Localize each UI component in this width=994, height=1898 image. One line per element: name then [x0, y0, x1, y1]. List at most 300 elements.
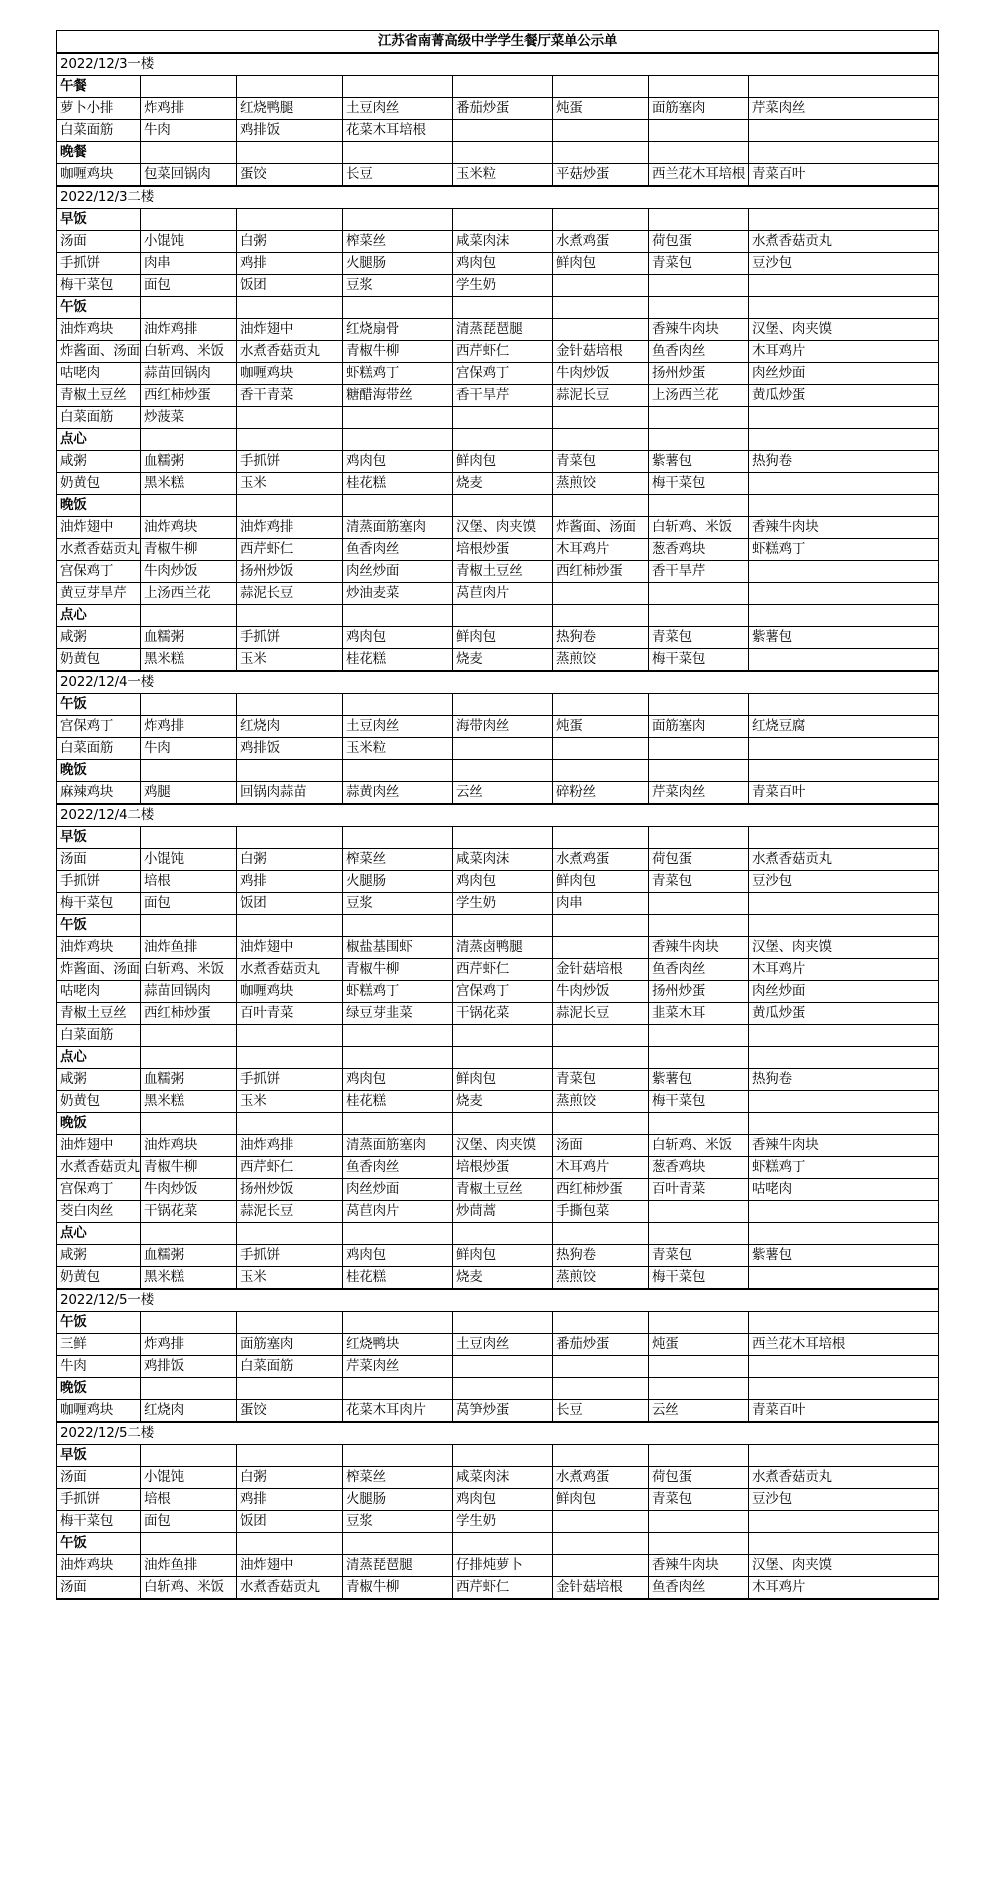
- empty-cell: [749, 1267, 939, 1290]
- dish-cell: 百叶青菜: [237, 1003, 343, 1025]
- dish-cell: 西红柿炒蛋: [141, 1003, 237, 1025]
- meal-header-row: [57, 1047, 939, 1069]
- dish-cell: 芹菜肉丝: [649, 782, 749, 805]
- dish-cell: 莴苣肉片: [453, 583, 553, 605]
- dish-cell: 鱼香肉丝: [343, 1157, 453, 1179]
- dish-cell: 鸡腿: [141, 782, 237, 805]
- meal-header-row: [57, 142, 939, 164]
- dish-cell: 鲜肉包: [453, 1245, 553, 1267]
- empty-cell: [749, 1201, 939, 1223]
- empty-cell: [141, 1533, 237, 1555]
- empty-cell: [453, 1378, 553, 1400]
- dish-cell: 汤面: [57, 1467, 141, 1489]
- dish-cell: 玉米: [237, 1267, 343, 1290]
- empty-cell: [749, 694, 939, 716]
- dish-cell: 扬州炒蛋: [649, 981, 749, 1003]
- empty-cell: [553, 319, 649, 341]
- dish-cell: 西芹虾仁: [453, 341, 553, 363]
- empty-cell: [453, 1533, 553, 1555]
- dish-cell: 糖醋海带丝: [343, 385, 453, 407]
- empty-cell: [141, 1047, 237, 1069]
- dish-cell: 炖蛋: [553, 98, 649, 120]
- menu-row: [57, 738, 939, 760]
- dish-cell: 玉米: [237, 649, 343, 672]
- empty-cell: [237, 827, 343, 849]
- dish-cell: 咖喱鸡块: [237, 981, 343, 1003]
- empty-cell: [237, 297, 343, 319]
- date-header: 2022/12/4二楼: [57, 804, 939, 827]
- meal-header-row: [57, 297, 939, 319]
- dish-cell: 血糯粥: [141, 1245, 237, 1267]
- meal-label: 点心: [57, 429, 141, 451]
- empty-cell: [553, 1511, 649, 1533]
- dish-cell: 茭白肉丝: [57, 1201, 141, 1223]
- empty-cell: [237, 605, 343, 627]
- dish-cell: 蒸煎饺: [553, 1091, 649, 1113]
- dish-cell: 青椒牛柳: [141, 539, 237, 561]
- meal-label: 早饭: [57, 1445, 141, 1467]
- dish-cell: 芹菜肉丝: [343, 1356, 453, 1378]
- empty-cell: [749, 583, 939, 605]
- empty-cell: [553, 1312, 649, 1334]
- dish-cell: 油炸翅中: [237, 1555, 343, 1577]
- empty-cell: [553, 583, 649, 605]
- empty-cell: [649, 1312, 749, 1334]
- dish-cell: 热狗卷: [553, 627, 649, 649]
- empty-cell: [453, 1223, 553, 1245]
- dish-cell: 咖喱鸡块: [57, 1400, 141, 1423]
- empty-cell: [343, 76, 453, 98]
- dish-cell: 金针菇培根: [553, 959, 649, 981]
- dish-cell: 肉丝炒面: [749, 363, 939, 385]
- dish-cell: 青菜包: [649, 871, 749, 893]
- dish-cell: 面筋塞肉: [649, 716, 749, 738]
- menu-row: [57, 849, 939, 871]
- empty-cell: [649, 893, 749, 915]
- menu-row: [57, 649, 939, 672]
- menu-row: [57, 539, 939, 561]
- empty-cell: [553, 937, 649, 959]
- menu-row: [57, 1091, 939, 1113]
- date-header-row: [57, 671, 939, 694]
- dish-cell: 手抓饼: [237, 1069, 343, 1091]
- empty-cell: [453, 407, 553, 429]
- empty-cell: [237, 915, 343, 937]
- dish-cell: 油炸鸡块: [57, 937, 141, 959]
- dish-cell: 清蒸琵琶腿: [453, 319, 553, 341]
- empty-cell: [343, 429, 453, 451]
- meal-label: 点心: [57, 1223, 141, 1245]
- dish-cell: 金针菇培根: [553, 1577, 649, 1600]
- meal-header-row: [57, 1378, 939, 1400]
- dish-cell: 梅干菜包: [649, 1091, 749, 1113]
- empty-cell: [237, 1533, 343, 1555]
- empty-cell: [749, 827, 939, 849]
- meal-header-row: [57, 1445, 939, 1467]
- dish-cell: 咖喱鸡块: [237, 363, 343, 385]
- dish-cell: 梅干菜包: [57, 1511, 141, 1533]
- dish-cell: 青菜百叶: [749, 164, 939, 187]
- dish-cell: 油炸翅中: [57, 1135, 141, 1157]
- dish-cell: 豆沙包: [749, 871, 939, 893]
- dish-cell: 黄豆芽旱芹: [57, 583, 141, 605]
- dish-cell: 香辣牛肉块: [749, 517, 939, 539]
- empty-cell: [749, 1113, 939, 1135]
- dish-cell: 长豆: [553, 1400, 649, 1423]
- empty-cell: [343, 1047, 453, 1069]
- empty-cell: [343, 297, 453, 319]
- dish-cell: 白菜面筋: [237, 1356, 343, 1378]
- menu-row: [57, 1157, 939, 1179]
- meal-label: 晚饭: [57, 1378, 141, 1400]
- empty-cell: [453, 605, 553, 627]
- dish-cell: 扬州炒蛋: [649, 363, 749, 385]
- empty-cell: [237, 407, 343, 429]
- dish-cell: 白斩鸡、米饭: [649, 517, 749, 539]
- empty-cell: [237, 694, 343, 716]
- menu-row: [57, 473, 939, 495]
- dish-cell: 咕咾肉: [749, 1179, 939, 1201]
- dish-cell: 鲜肉包: [453, 451, 553, 473]
- dish-cell: 手抓饼: [237, 451, 343, 473]
- dish-cell: 荷包蛋: [649, 231, 749, 253]
- dish-cell: 牛肉: [141, 738, 237, 760]
- empty-cell: [553, 407, 649, 429]
- dish-cell: 水煮鸡蛋: [553, 231, 649, 253]
- dish-cell: 荷包蛋: [649, 1467, 749, 1489]
- empty-cell: [343, 1113, 453, 1135]
- dish-cell: 桂花糕: [343, 649, 453, 672]
- empty-cell: [141, 76, 237, 98]
- empty-cell: [553, 209, 649, 231]
- dish-cell: 青菜百叶: [749, 782, 939, 805]
- empty-cell: [453, 760, 553, 782]
- dish-cell: 汤面: [57, 1577, 141, 1600]
- empty-cell: [343, 142, 453, 164]
- dish-cell: 鸡排: [237, 253, 343, 275]
- dish-cell: 水煮香菇贡丸: [749, 231, 939, 253]
- empty-cell: [343, 1445, 453, 1467]
- empty-cell: [553, 1025, 649, 1047]
- empty-cell: [749, 1025, 939, 1047]
- dish-cell: 鱼香肉丝: [649, 341, 749, 363]
- empty-cell: [343, 1025, 453, 1047]
- dish-cell: 青菜包: [553, 1069, 649, 1091]
- menu-row: [57, 893, 939, 915]
- dish-cell: 热狗卷: [749, 451, 939, 473]
- empty-cell: [343, 495, 453, 517]
- dish-cell: 香干旱芹: [649, 561, 749, 583]
- dish-cell: 荷包蛋: [649, 849, 749, 871]
- empty-cell: [453, 76, 553, 98]
- dish-cell: 芹菜肉丝: [749, 98, 939, 120]
- dish-cell: 西红柿炒蛋: [553, 1179, 649, 1201]
- empty-cell: [649, 495, 749, 517]
- empty-cell: [649, 760, 749, 782]
- empty-cell: [749, 1091, 939, 1113]
- dish-cell: 火腿肠: [343, 871, 453, 893]
- menu-row: [57, 253, 939, 275]
- dish-cell: 咸粥: [57, 1069, 141, 1091]
- meal-header-row: [57, 827, 939, 849]
- empty-cell: [649, 694, 749, 716]
- empty-cell: [649, 1113, 749, 1135]
- empty-cell: [749, 1223, 939, 1245]
- empty-cell: [141, 694, 237, 716]
- dish-cell: 红烧肉: [141, 1400, 237, 1423]
- empty-cell: [141, 1445, 237, 1467]
- dish-cell: 仔排炖萝卜: [453, 1555, 553, 1577]
- empty-cell: [649, 297, 749, 319]
- empty-cell: [141, 1378, 237, 1400]
- dish-cell: 蛋饺: [237, 1400, 343, 1423]
- dish-cell: 汉堡、肉夹馍: [749, 937, 939, 959]
- empty-cell: [649, 76, 749, 98]
- dish-cell: 紫薯包: [749, 627, 939, 649]
- dish-cell: 西红柿炒蛋: [141, 385, 237, 407]
- dish-cell: 炸酱面、汤面: [57, 341, 141, 363]
- dish-cell: 汤面: [57, 849, 141, 871]
- empty-cell: [553, 275, 649, 297]
- dish-cell: 学生奶: [453, 1511, 553, 1533]
- menu-row: [57, 1356, 939, 1378]
- dish-cell: 青菜包: [649, 253, 749, 275]
- dish-cell: 炸鸡排: [141, 716, 237, 738]
- dish-cell: 牛肉炒饭: [141, 1179, 237, 1201]
- dish-cell: 白粥: [237, 1467, 343, 1489]
- dish-cell: 水煮香菇贡丸: [57, 1157, 141, 1179]
- dish-cell: 鸡排: [237, 871, 343, 893]
- empty-cell: [343, 1223, 453, 1245]
- dish-cell: 蛋饺: [237, 164, 343, 187]
- dish-cell: 海带肉丝: [453, 716, 553, 738]
- dish-cell: 手抓饼: [57, 871, 141, 893]
- dish-cell: 上汤西兰花: [141, 583, 237, 605]
- menu-row: [57, 959, 939, 981]
- empty-cell: [649, 605, 749, 627]
- empty-cell: [749, 495, 939, 517]
- dish-cell: 油炸鸡块: [141, 1135, 237, 1157]
- dish-cell: 饭团: [237, 1511, 343, 1533]
- empty-cell: [553, 1445, 649, 1467]
- dish-cell: 学生奶: [453, 275, 553, 297]
- menu-row: [57, 716, 939, 738]
- dish-cell: 油炸鸡排: [237, 517, 343, 539]
- meal-header-row: [57, 915, 939, 937]
- dish-cell: 虾糕鸡丁: [749, 1157, 939, 1179]
- menu-row: [57, 1267, 939, 1290]
- empty-cell: [749, 1356, 939, 1378]
- menu-row: [57, 517, 939, 539]
- menu-row: [57, 937, 939, 959]
- dish-cell: 白菜面筋: [57, 1025, 141, 1047]
- dish-cell: 葱香鸡块: [649, 1157, 749, 1179]
- empty-cell: [649, 1047, 749, 1069]
- meal-label: 午饭: [57, 297, 141, 319]
- dish-cell: 黄瓜炒蛋: [749, 1003, 939, 1025]
- dish-cell: 奶黄包: [57, 1091, 141, 1113]
- dish-cell: 炸鸡排: [141, 1334, 237, 1356]
- dish-cell: 水煮鸡蛋: [553, 1467, 649, 1489]
- empty-cell: [553, 827, 649, 849]
- dish-cell: 梅干菜包: [649, 1267, 749, 1290]
- empty-cell: [553, 760, 649, 782]
- dish-cell: 炸鸡排: [141, 98, 237, 120]
- empty-cell: [343, 1378, 453, 1400]
- dish-cell: 汉堡、肉夹馍: [749, 319, 939, 341]
- dish-cell: 小馄饨: [141, 1467, 237, 1489]
- dish-cell: 炖蛋: [553, 716, 649, 738]
- dish-cell: 梅干菜包: [57, 275, 141, 297]
- dish-cell: 培根: [141, 871, 237, 893]
- empty-cell: [343, 760, 453, 782]
- dish-cell: 白粥: [237, 231, 343, 253]
- menu-row: [57, 1577, 939, 1600]
- dish-cell: 蒜泥长豆: [553, 1003, 649, 1025]
- dish-cell: 手抓饼: [237, 627, 343, 649]
- dish-cell: 汉堡、肉夹馍: [749, 1555, 939, 1577]
- empty-cell: [237, 1047, 343, 1069]
- dish-cell: 面筋塞肉: [237, 1334, 343, 1356]
- dish-cell: 青椒牛柳: [343, 959, 453, 981]
- empty-cell: [749, 561, 939, 583]
- empty-cell: [749, 142, 939, 164]
- empty-cell: [749, 760, 939, 782]
- menu-row: [57, 363, 939, 385]
- empty-cell: [649, 1025, 749, 1047]
- dish-cell: 油炸翅中: [237, 937, 343, 959]
- empty-cell: [141, 760, 237, 782]
- dish-cell: 梅干菜包: [649, 649, 749, 672]
- menu-row: [57, 583, 939, 605]
- empty-cell: [453, 1312, 553, 1334]
- empty-cell: [237, 1025, 343, 1047]
- dish-cell: 绿豆芽韭菜: [343, 1003, 453, 1025]
- dish-cell: 油炸鸡排: [237, 1135, 343, 1157]
- empty-cell: [749, 1533, 939, 1555]
- dish-cell: 木耳鸡片: [749, 1577, 939, 1600]
- menu-row: [57, 341, 939, 363]
- dish-cell: 奶黄包: [57, 649, 141, 672]
- meal-label: 午饭: [57, 1312, 141, 1334]
- dish-cell: 豆沙包: [749, 1489, 939, 1511]
- dish-cell: 鸡肉包: [453, 253, 553, 275]
- menu-row: [57, 782, 939, 805]
- dish-cell: 玉米: [237, 1091, 343, 1113]
- empty-cell: [141, 297, 237, 319]
- dish-cell: 西兰花木耳培根: [649, 164, 749, 187]
- meal-label: 午饭: [57, 694, 141, 716]
- dish-cell: 番茄炒蛋: [453, 98, 553, 120]
- dish-cell: 奶黄包: [57, 1267, 141, 1290]
- meal-header-row: [57, 694, 939, 716]
- dish-cell: 手抓饼: [237, 1245, 343, 1267]
- dish-cell: 上汤西兰花: [649, 385, 749, 407]
- dish-cell: 干锅花菜: [453, 1003, 553, 1025]
- dish-cell: 油炸鸡块: [141, 517, 237, 539]
- dish-cell: 蒜黄肉丝: [343, 782, 453, 805]
- dish-cell: 蒜苗回锅肉: [141, 981, 237, 1003]
- dish-cell: 西芹虾仁: [453, 1577, 553, 1600]
- dish-cell: 玉米粒: [343, 738, 453, 760]
- dish-cell: 香干青菜: [237, 385, 343, 407]
- dish-cell: 炒菠菜: [141, 407, 237, 429]
- dish-cell: 番茄炒蛋: [553, 1334, 649, 1356]
- dish-cell: 小馄饨: [141, 849, 237, 871]
- dish-cell: 黑米糕: [141, 1267, 237, 1290]
- meal-header-row: [57, 1312, 939, 1334]
- meal-label: 晚餐: [57, 142, 141, 164]
- dish-cell: 饭团: [237, 275, 343, 297]
- dish-cell: 牛肉炒饭: [141, 561, 237, 583]
- dish-cell: 清蒸面筋塞肉: [343, 517, 453, 539]
- empty-cell: [749, 120, 939, 142]
- dish-cell: 水煮香菇贡丸: [749, 849, 939, 871]
- menu-row: [57, 561, 939, 583]
- empty-cell: [453, 1445, 553, 1467]
- dish-cell: 虾糕鸡丁: [343, 981, 453, 1003]
- dish-cell: 香辣牛肉块: [749, 1135, 939, 1157]
- menu-row: [57, 871, 939, 893]
- dish-cell: 手撕包菜: [553, 1201, 649, 1223]
- dish-cell: 汤面: [553, 1135, 649, 1157]
- empty-cell: [649, 275, 749, 297]
- dish-cell: 金针菇培根: [553, 341, 649, 363]
- dish-cell: 鱼香肉丝: [649, 959, 749, 981]
- meal-header-row: [57, 1113, 939, 1135]
- dish-cell: 豆浆: [343, 275, 453, 297]
- dish-cell: 炸酱面、汤面: [553, 517, 649, 539]
- dish-cell: 鲜肉包: [553, 1489, 649, 1511]
- menu-row: [57, 981, 939, 1003]
- date-header-row: [57, 53, 939, 76]
- dish-cell: 水煮香菇贡丸: [57, 539, 141, 561]
- dish-cell: 蒜苗回锅肉: [141, 363, 237, 385]
- dish-cell: 牛肉: [57, 1356, 141, 1378]
- dish-cell: 梅干菜包: [649, 473, 749, 495]
- dish-cell: 鱼香肉丝: [649, 1577, 749, 1600]
- date-header: 2022/12/3一楼: [57, 53, 939, 76]
- dish-cell: 西芹虾仁: [453, 959, 553, 981]
- dish-cell: 韭菜木耳: [649, 1003, 749, 1025]
- dish-cell: 宫保鸡丁: [57, 561, 141, 583]
- page-title: 江苏省南菁高级中学学生餐厅菜单公示单: [57, 31, 939, 54]
- date-header: 2022/12/5一楼: [57, 1289, 939, 1312]
- dish-cell: 花菜木耳培根: [343, 120, 453, 142]
- dish-cell: 木耳鸡片: [749, 341, 939, 363]
- empty-cell: [553, 429, 649, 451]
- dish-cell: 西红柿炒蛋: [553, 561, 649, 583]
- dish-cell: 油炸鱼排: [141, 1555, 237, 1577]
- empty-cell: [749, 275, 939, 297]
- dish-cell: 玉米: [237, 473, 343, 495]
- empty-cell: [141, 209, 237, 231]
- date-header-row: [57, 1289, 939, 1312]
- empty-cell: [649, 738, 749, 760]
- empty-cell: [237, 429, 343, 451]
- dish-cell: 鸡排: [237, 1489, 343, 1511]
- dish-cell: 肉丝炒面: [343, 1179, 453, 1201]
- dish-cell: 蒸煎饺: [553, 473, 649, 495]
- empty-cell: [553, 1223, 649, 1245]
- dish-cell: 鲜肉包: [453, 1069, 553, 1091]
- dish-cell: 培根炒蛋: [453, 1157, 553, 1179]
- dish-cell: 鲜肉包: [553, 253, 649, 275]
- dish-cell: 白斩鸡、米饭: [649, 1135, 749, 1157]
- meal-header-row: [57, 209, 939, 231]
- empty-cell: [237, 76, 343, 98]
- empty-cell: [553, 1356, 649, 1378]
